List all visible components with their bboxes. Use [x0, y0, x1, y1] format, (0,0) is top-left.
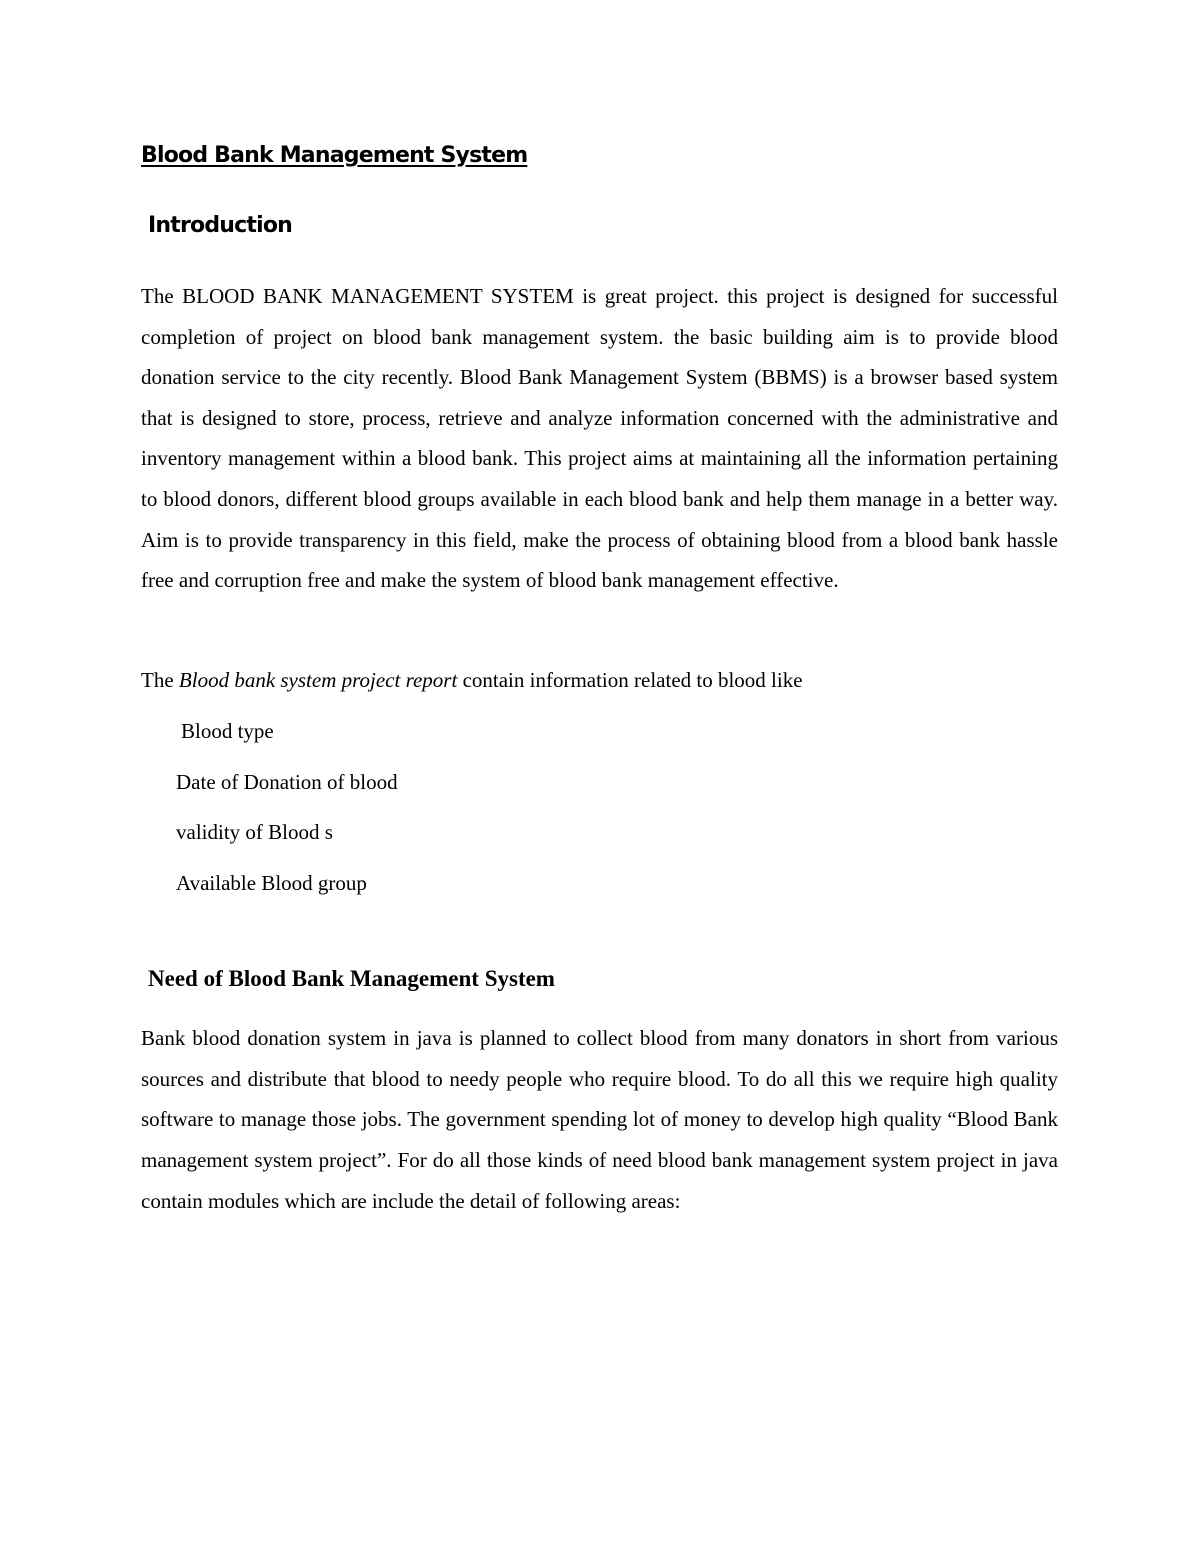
lead-prefix: The	[141, 668, 179, 692]
document-title: Blood Bank Management System	[141, 143, 528, 168]
report-contents-lead	[141, 660, 803, 700]
introduction-paragraph: The BLOOD BANK MANAGEMENT SYSTEM is great project. this project is designed for successful completion of project on blood bank management system. the basic building aim is to provide blood donation service to the city recently. Blood Bank Management System (BBMS) is a browser based system that is designed to store, process, retrieve and analyze information concerned with the administrative and inventory management within a blood bank. This project aims at maintaining all the information pertaining to blood donors, different blood groups available in each blood bank and help them manage in a better way. Aim is to provide transparency in this field, make the process of obtaining blood from a blood bank hassle free and corruption free and make the system of blood bank management effective.	[141, 284, 1058, 593]
need-paragraph: Bank blood donation system in java is planned to collect blood from many donators in short from various sources and distribute that blood to needy people who require blood. To do all this we require high quality software to manage those jobs. The government spending lot of money to develop high quality “Blood Bank management system project”. For do all those kinds of need blood bank management system project in java contain modules which are include the detail of following areas:	[141, 1026, 1058, 1213]
list-item: Available Blood group	[176, 870, 367, 895]
need-section-heading: Need of Blood Bank Management System	[148, 966, 555, 991]
report-title-italic: Blood bank system project report	[178, 668, 458, 692]
introduction-heading: Introduction	[148, 213, 293, 238]
lead-suffix: contain information related to blood like	[457, 668, 803, 692]
list-item: validity of Blood s	[176, 820, 333, 844]
list-item: Date of Donation of blood	[176, 769, 398, 794]
list-item: Blood type	[181, 719, 274, 743]
blood-info-list	[176, 711, 398, 913]
